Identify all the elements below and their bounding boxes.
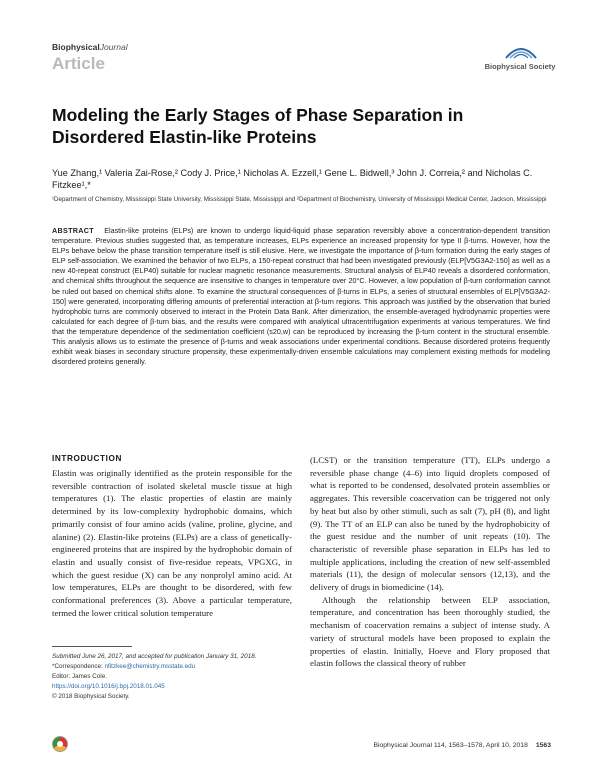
doi-link[interactable]: https://doi.org/10.1016/j.bpj.2018.01.045 xyxy=(52,683,165,690)
intro-left-column: Elastin was originally identified as the protein responsible for the reversible contraction of isolated skeletal muscle tissue at high temperatures (1). The elastic properties of elastin are mainly determined by its low-complexity hydrophobic domains, which primarily consist of four amino acids (valine, proline, glycine, and alanine) (2). Elastin-like proteins (ELPs) are a class of genetically-engineered proteins that are inspired by the hydrophobic domain of elastin and usually consist of five-residue repeats, VPGXG, in which the guest residue (X) can be any nonprolyl amino acid. At low temperatures, ELPs are thought to be disordered, with few conformational preferences (3). Above a particular temperature, termed the lower critical solution temperature xyxy=(52,468,292,618)
editor-note: Editor: James Cole. xyxy=(52,673,107,680)
author-list: Yue Zhang,¹ Valeria Zai-Rose,² Cody J. Price,¹ Nicholas A. Ezzell,¹ Gene L. Bidwell,³ John J. Correia,² and Nicholas C. Fitzkee¹,* xyxy=(52,168,533,190)
page-footer xyxy=(336,742,551,749)
intro-paragraph: (LCST) or the transition temperature (TT), ELPs undergo a reversible phase change (4–6) into liquid droplets composed of what is reported to be condensed, desolvated protein assemblies or aggregates. This reversible coacervation can be triggered not only by heat but also by other stimuli, such as salt (7), pH (8), and light (9). The TT of an ELP can also be tuned by the hydrophobicity of the guest residue and the number of unit repeats (10). The characteristic of reversible phase separation in ELPs has led to multiple applications, including the creation of new self-assembled materials (11), the design of molecular sensors (12,13), and the delivery of drugs in biomedicine (14). xyxy=(310,455,550,593)
footnote-divider xyxy=(52,646,132,647)
submission-dates: Submitted June 26, 2017, and accepted for publication January 31, 2018. xyxy=(52,653,257,660)
copyright: © 2018 Biophysical Society. xyxy=(52,693,130,700)
intro-right-column xyxy=(310,454,550,670)
article-title: Modeling the Early Stages of Phase Separation in Disordered Elastin-like Proteins xyxy=(52,105,464,147)
intro-paragraph: Although the relationship between ELP association, temperature, and concentration has been thoroughly studied, the mechanism of coacervation remains a subject of intense study. A variety of structural models have been proposed to explain the properties of elastin. Initially, Hoeve and Flory proposed that elastin follows the classical theory of rubber xyxy=(310,594,550,669)
journal-name: BiophysicalJournal xyxy=(52,42,128,52)
article-label: Article xyxy=(52,54,105,73)
page-number: 1563 xyxy=(535,742,551,749)
section-heading: INTRODUCTION xyxy=(52,454,122,463)
abstract-text: Elastin-like proteins (ELPs) are known to undergo liquid-liquid phase separation reversibly above a concentration-dependent transition temperature. Previous studies suggested that, as temperature increases, ELPs experience an increased propensity for type II β-turns. However, how the ELPs behave below the phase transition temperature itself is still elusive. Here, we investigate the importance of β-turn formation during the early stages of ELP self-association. We examined the behavior of two ELPs, a 150-repeat construct that had been investigated previously (ELP[V5G3A2-150] as well as a new 40-repeat construct (ELP40) suitable for nuclear magnetic resonance measurements. Structural analysis of ELP40 reveals a disordered conformation, and chemical shifts throughout the sequence are insensitive to changes in temperature over 20°C. However, a low population of β-turn conformation cannot be ruled out based on chemical shifts alone. To examine the structural consequences of β-turns in ELPs, a series of structural ensembles of ELP[V5G3A2-150] were generated, incorporating differing amounts of preferential interaction at β-turn regions. This approach was justified by the observation that buried hydrophobic turns are commonly observed to interact in the Protein Data Bank. After dimerization, the ensemble-averaged hydrodynamic properties were calculated for each degree of β-turn bias, and the results were compared with analytical ultracentrifugation experiments at various temperatures. We find that the temperature dependence of the sedimentation coefficient (s20,w) can be reproduced by increasing the β-turn content in the structural ensemble. This analysis allows us to estimate the presence of β-turns and weak associations under experimental conditions. Because disordered proteins frequently exhibit weak biases in secondary structure propensity, these experimentally-driven ensemble calculations may complement existing methods for modeling disordered proteins generally. xyxy=(52,226,550,367)
abstract-label: ABSTRACT xyxy=(52,226,94,235)
correspondence: *Correspondence: nfitzkee@chemistry.msstate.edu xyxy=(52,663,196,670)
crossmark-icon[interactable] xyxy=(52,736,68,752)
footnotes xyxy=(52,652,292,702)
affiliations: ¹Department of Chemistry, Mississippi State University, Mississippi State, Mississippi and ²Department of Biochemistry, University of Mississippi Medical Center, Jackson, Mississippi xyxy=(52,196,547,203)
society-name: Biophysical Society xyxy=(484,62,556,71)
abstract xyxy=(52,226,550,367)
correspondence-email-link[interactable]: nfitzkee@chemistry.msstate.edu xyxy=(104,663,196,670)
citation: Biophysical Journal 114, 1563–1578, April 10, 2018 xyxy=(373,742,528,749)
